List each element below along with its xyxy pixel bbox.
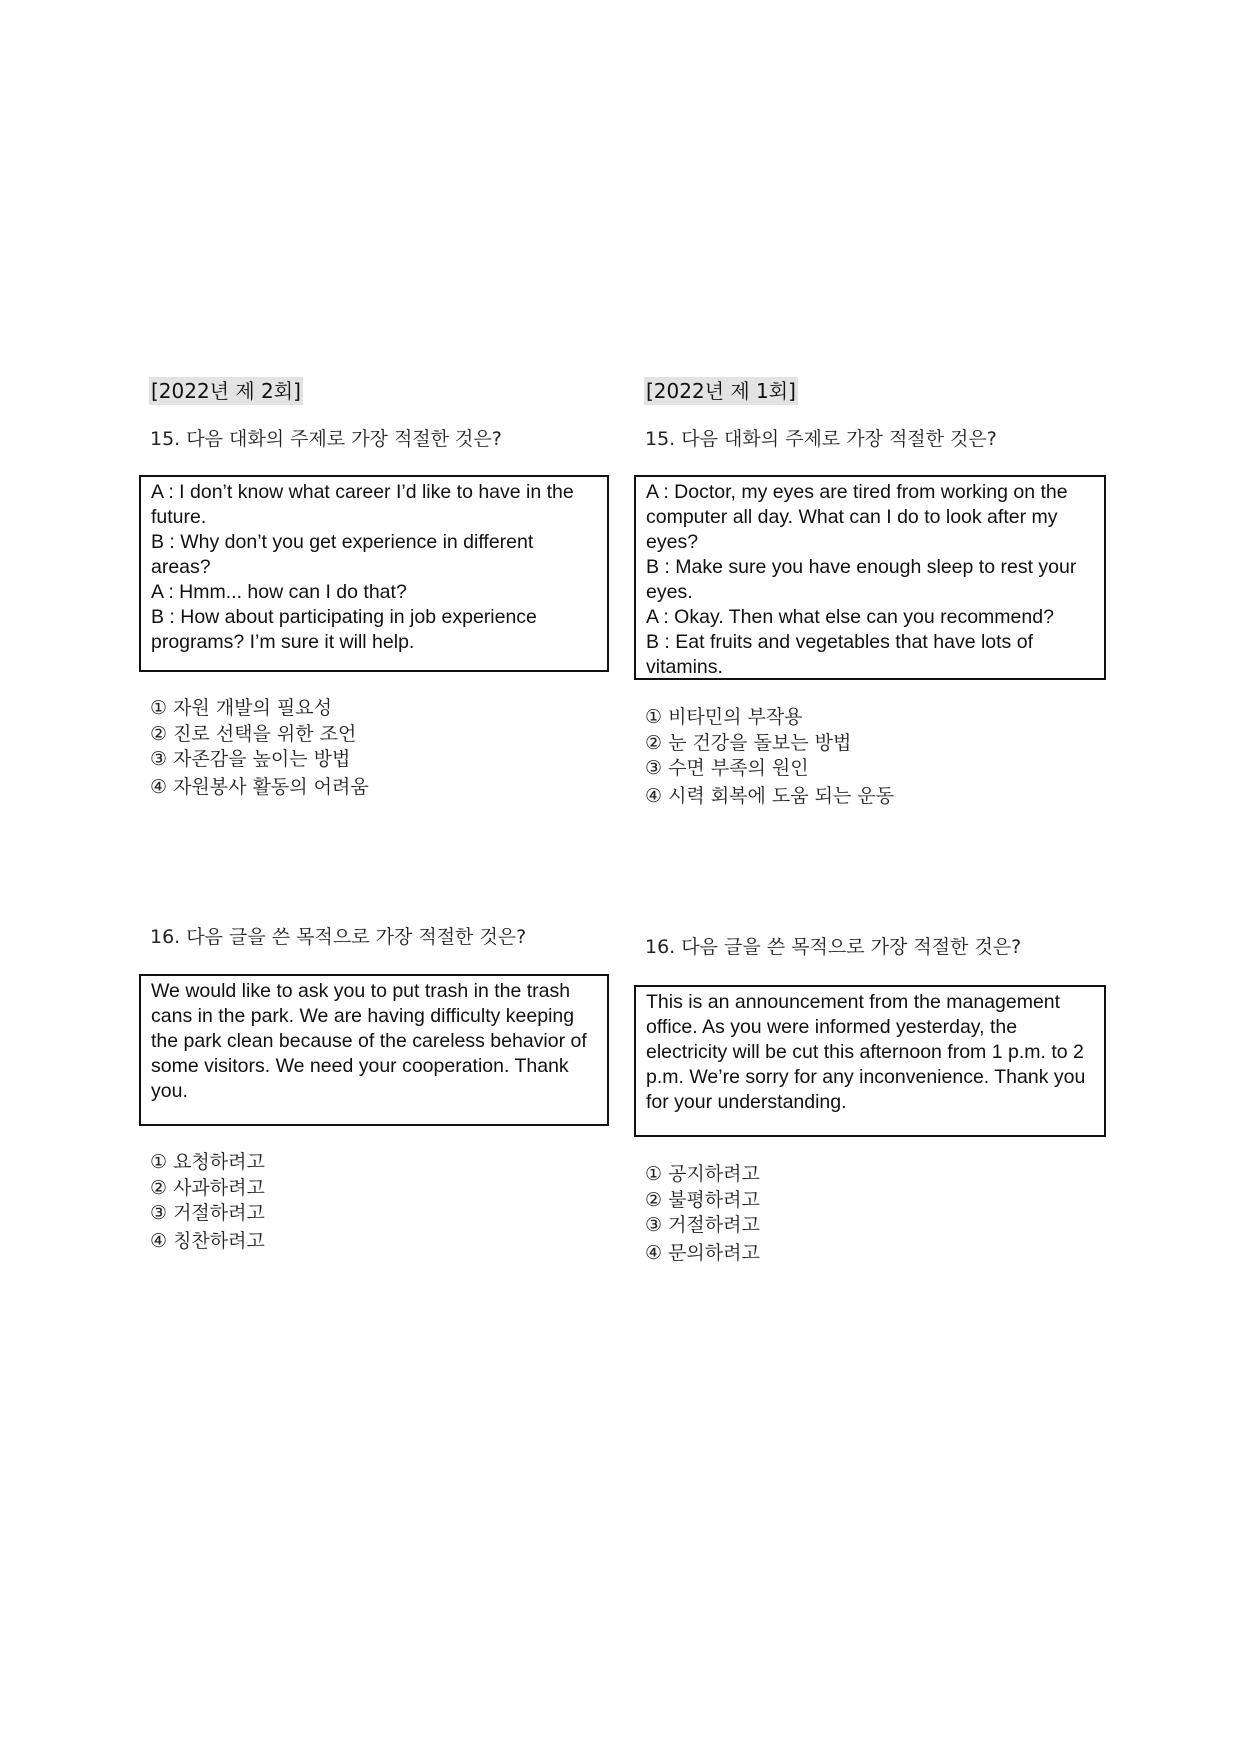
choices-16-left — [150, 1150, 265, 1254]
exam-session-tag-left: [2022년 제 2회] — [151, 379, 301, 403]
question-15-right: 15. 다음 대화의 주제로 가장 적절한 것은? — [645, 428, 997, 450]
dialogue-line: B : Make sure you have enough sleep to rest your eyes. — [646, 556, 1077, 603]
dialogue-box-15-left — [139, 475, 609, 672]
dialogue-line: B : How about participating in job experience programs? I’m sure it will help. — [151, 606, 537, 653]
choice-4: ④ 시력 회복에 도움 되는 운동 — [645, 784, 895, 807]
choice-4: ④ 자원봉사 활동의 어려움 — [150, 775, 369, 798]
choice-2: ② 진로 선택을 위한 조언 — [150, 722, 357, 745]
passage-box-16-right — [634, 985, 1106, 1137]
choice-1: ① 공지하려고 — [645, 1163, 760, 1185]
passage-box-16-left — [139, 974, 609, 1126]
choice-1: ① 자원 개발의 필요성 — [150, 697, 332, 719]
choices-15-right — [645, 705, 894, 809]
choice-3: ③ 자존감을 높이는 방법 — [150, 748, 351, 770]
question-15-left: 15. 다음 대화의 주제로 가장 적절한 것은? — [150, 428, 502, 450]
dialogue-line: B : Eat fruits and vegetables that have lots of vitamins. — [646, 631, 1033, 678]
choice-2: ② 눈 건강을 돌보는 방법 — [645, 731, 852, 754]
choice-3: ③ 수면 부족의 원인 — [645, 757, 809, 779]
dialogue-line: A : Hmm... how can I do that? — [151, 581, 407, 603]
question-16-right: 16. 다음 글을 쓴 목적으로 가장 적절한 것은? — [645, 936, 1022, 958]
dialogue-line: A : Doctor, my eyes are tired from working on the computer all day. What can I do to look after my eyes? — [646, 481, 1068, 553]
dialogue-line: A : I don’t know what career I’d like to have in the future. — [151, 481, 574, 528]
dialogue-line: B : Why don’t you get experience in different areas? — [151, 531, 534, 578]
choice-3: ③ 거절하려고 — [645, 1214, 760, 1236]
dialogue-line: A : Okay. Then what else can you recommend? — [646, 606, 1054, 628]
choice-2: ② 불평하려고 — [645, 1188, 760, 1211]
passage-text: This is an announcement from the management office. As you were informed yesterday, the electricity will be cut this afternoon from 1 p.m. to 2 p.m. We’re sorry for any inconvenience. Thank you for your understanding. — [646, 991, 1086, 1113]
question-16-left: 16. 다음 글을 쓴 목적으로 가장 적절한 것은? — [150, 926, 527, 948]
choices-16-right — [645, 1162, 760, 1266]
dialogue-box-15-right — [634, 475, 1106, 680]
choice-1: ① 비타민의 부작용 — [645, 706, 803, 728]
choice-4: ④ 칭찬하려고 — [150, 1229, 265, 1252]
passage-text: We would like to ask you to put trash in the trash cans in the park. We are having difficulty keeping the park clean because of the careless behavior of some visitors. We need your cooperation. Thank you. — [151, 980, 587, 1102]
choices-15-left — [150, 696, 369, 800]
choice-3: ③ 거절하려고 — [150, 1202, 265, 1224]
choice-4: ④ 문의하려고 — [645, 1241, 760, 1264]
exam-session-tag-right: [2022년 제 1회] — [646, 379, 796, 403]
choice-1: ① 요청하려고 — [150, 1151, 265, 1173]
choice-2: ② 사과하려고 — [150, 1176, 265, 1199]
